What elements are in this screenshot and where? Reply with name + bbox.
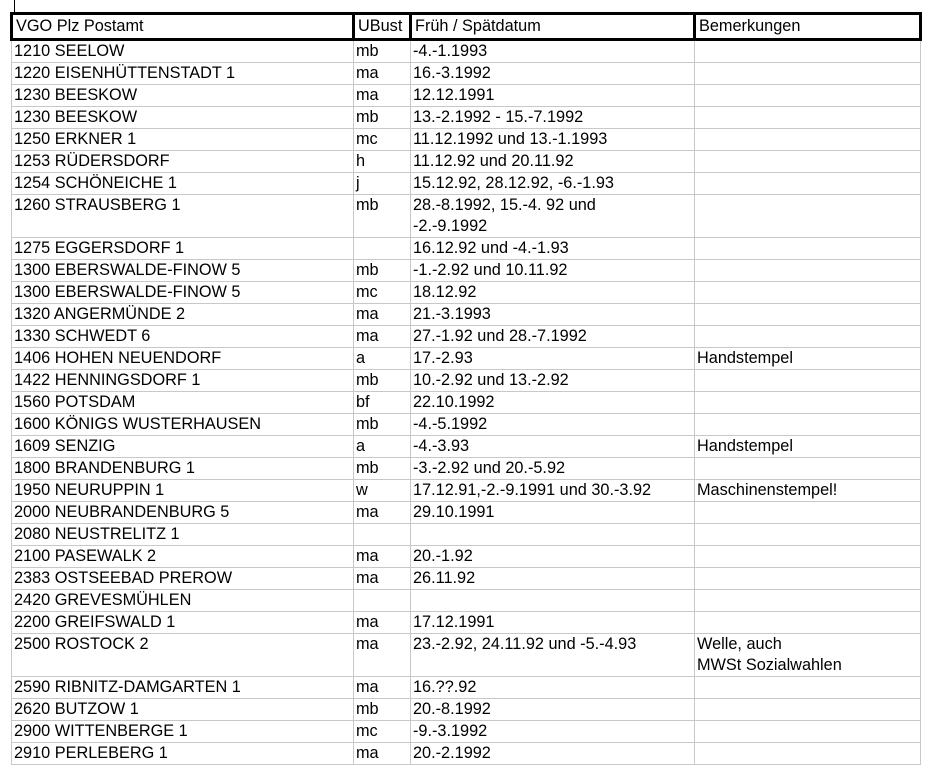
cell-bemerkungen[interactable]: [695, 414, 921, 436]
cell-datum[interactable]: 10.-2.92 und 13.-2.92: [411, 370, 695, 392]
cell-bemerkungen[interactable]: Welle, auch MWSt Sozialwahlen: [695, 634, 921, 677]
cell-ubust[interactable]: mb: [354, 458, 411, 480]
cell-ubust[interactable]: mb: [354, 699, 411, 721]
cell-postamt[interactable]: 1300 EBERSWALDE-FINOW 5: [12, 282, 354, 304]
table-row: [12, 370, 921, 392]
cell-ubust[interactable]: ma: [354, 743, 411, 765]
table-row: [12, 699, 921, 721]
table-row: [12, 634, 921, 677]
cell-postamt[interactable]: 2590 RIBNITZ-DAMGARTEN 1: [12, 677, 354, 699]
table-row: [12, 40, 921, 63]
table-row: [12, 107, 921, 129]
cell-datum[interactable]: 27.-1.92 und 28.-7.1992: [411, 326, 695, 348]
table-row: [12, 260, 921, 282]
cell-ubust[interactable]: ma: [354, 568, 411, 590]
cell-bemerkungen[interactable]: [695, 458, 921, 480]
cell-ubust[interactable]: mb: [354, 260, 411, 282]
cell-bemerkungen[interactable]: Handstempel: [695, 348, 921, 370]
cell-bemerkungen[interactable]: [695, 590, 921, 612]
cell-datum[interactable]: 15.12.92, 28.12.92, -6.-1.93: [411, 173, 695, 195]
table-row: [12, 414, 921, 436]
header-postamt[interactable]: VGO Plz Postamt: [12, 14, 354, 40]
cell-datum[interactable]: 11.12.92 und 20.11.92: [411, 151, 695, 173]
cell-bemerkungen[interactable]: [695, 40, 921, 63]
table-row: [12, 436, 921, 458]
cell-datum[interactable]: 16.-3.1992: [411, 63, 695, 85]
cell-ubust[interactable]: mb: [354, 40, 411, 63]
cell-bemerkungen[interactable]: [695, 546, 921, 568]
table-row: [12, 392, 921, 414]
cell-bemerkungen[interactable]: [695, 502, 921, 524]
cell-datum[interactable]: 12.12.1991: [411, 85, 695, 107]
table-row: [12, 85, 921, 107]
table-row: [12, 129, 921, 151]
cell-ubust[interactable]: ma: [354, 63, 411, 85]
cell-datum[interactable]: 17.-2.93: [411, 348, 695, 370]
cell-ubust[interactable]: ma: [354, 612, 411, 634]
table-row: [12, 612, 921, 634]
table-row: [12, 195, 921, 238]
cell-ubust[interactable]: [354, 524, 411, 546]
cell-bemerkungen[interactable]: Maschinenstempel!: [695, 480, 921, 502]
cell-datum[interactable]: -4.-5.1992: [411, 414, 695, 436]
cell-postamt[interactable]: 2200 GREIFSWALD 1: [12, 612, 354, 634]
cell-bemerkungen[interactable]: [695, 173, 921, 195]
cell-datum[interactable]: -3.-2.92 und 20.-5.92: [411, 458, 695, 480]
table-row: [12, 304, 921, 326]
cell-postamt[interactable]: 1250 ERKNER 1: [12, 129, 354, 151]
table-row: [12, 502, 921, 524]
cell-postamt[interactable]: 1253 RÜDERSDORF: [12, 151, 354, 173]
cell-bemerkungen[interactable]: [695, 260, 921, 282]
cell-ubust[interactable]: ma: [354, 326, 411, 348]
cell-ubust[interactable]: mc: [354, 129, 411, 151]
cell-bemerkungen[interactable]: Handstempel: [695, 436, 921, 458]
cell-postamt[interactable]: 1330 SCHWEDT 6: [12, 326, 354, 348]
table-row: [12, 282, 921, 304]
cell-postamt[interactable]: 1260 STRAUSBERG 1: [12, 195, 354, 238]
cell-datum[interactable]: 11.12.1992 und 13.-1.1993: [411, 129, 695, 151]
cell-ubust[interactable]: ma: [354, 634, 411, 677]
cell-bemerkungen[interactable]: [695, 721, 921, 743]
table-row: [12, 238, 921, 260]
cell-ubust[interactable]: j: [354, 173, 411, 195]
cell-bemerkungen[interactable]: [695, 85, 921, 107]
cell-postamt[interactable]: 2620 BUTZOW 1: [12, 699, 354, 721]
cell-bemerkungen[interactable]: [695, 63, 921, 85]
table-row: [12, 458, 921, 480]
cell-ubust[interactable]: [354, 238, 411, 260]
cell-ubust[interactable]: ma: [354, 304, 411, 326]
cell-ubust[interactable]: ma: [354, 502, 411, 524]
cell-bemerkungen[interactable]: [695, 282, 921, 304]
postamt-table: [10, 12, 922, 765]
cell-postamt[interactable]: 1422 HENNINGSDORF 1: [12, 370, 354, 392]
cell-datum[interactable]: 22.10.1992: [411, 392, 695, 414]
cell-bemerkungen[interactable]: [695, 129, 921, 151]
cell-bemerkungen[interactable]: [695, 151, 921, 173]
cell-postamt[interactable]: 1230 BEESKOW: [12, 85, 354, 107]
cell-datum[interactable]: [411, 524, 695, 546]
cell-bemerkungen[interactable]: [695, 304, 921, 326]
cell-postamt[interactable]: 2500 ROSTOCK 2: [12, 634, 354, 677]
cell-ubust[interactable]: ma: [354, 546, 411, 568]
cell-postamt[interactable]: 1406 HOHEN NEUENDORF: [12, 348, 354, 370]
cell-ubust[interactable]: mc: [354, 282, 411, 304]
cell-ubust[interactable]: mb: [354, 107, 411, 129]
cell-datum[interactable]: 17.12.1991: [411, 612, 695, 634]
cell-datum[interactable]: -4.-1.1993: [411, 40, 695, 63]
cell-datum[interactable]: 29.10.1991: [411, 502, 695, 524]
cell-postamt[interactable]: 2100 PASEWALK 2: [12, 546, 354, 568]
cell-bemerkungen[interactable]: [695, 392, 921, 414]
table-row: [12, 677, 921, 699]
cell-ubust[interactable]: mb: [354, 370, 411, 392]
cell-ubust[interactable]: h: [354, 151, 411, 173]
cell-postamt[interactable]: 2910 PERLEBERG 1: [12, 743, 354, 765]
header-row: [12, 14, 921, 40]
cell-postamt[interactable]: 2420 GREVESMÜHLEN: [12, 590, 354, 612]
cell-bemerkungen[interactable]: [695, 699, 921, 721]
cell-datum[interactable]: 21.-3.1993: [411, 304, 695, 326]
cell-datum[interactable]: 20.-2.1992: [411, 743, 695, 765]
cell-postamt[interactable]: 2383 OSTSEEBAD PREROW: [12, 568, 354, 590]
table-row: [12, 546, 921, 568]
cell-datum[interactable]: -1.-2.92 und 10.11.92: [411, 260, 695, 282]
cell-postamt[interactable]: 1950 NEURUPPIN 1: [12, 480, 354, 502]
table-row: [12, 63, 921, 85]
cell-datum[interactable]: -4.-3.93: [411, 436, 695, 458]
cell-datum[interactable]: 17.12.91,-2.-9.1991 und 30.-3.92: [411, 480, 695, 502]
table-row: [12, 743, 921, 765]
cell-ubust[interactable]: ma: [354, 85, 411, 107]
cell-postamt[interactable]: 1609 SENZIG: [12, 436, 354, 458]
cell-datum[interactable]: 20.-8.1992: [411, 699, 695, 721]
cell-datum[interactable]: 13.-2.1992 - 15.-7.1992: [411, 107, 695, 129]
cell-bemerkungen[interactable]: [695, 568, 921, 590]
cell-ubust[interactable]: a: [354, 348, 411, 370]
cell-bemerkungen[interactable]: [695, 195, 921, 238]
table-row: [12, 590, 921, 612]
cell-ubust[interactable]: a: [354, 436, 411, 458]
cell-ubust[interactable]: bf: [354, 392, 411, 414]
cell-bemerkungen[interactable]: [695, 238, 921, 260]
table-row: [12, 173, 921, 195]
cell-postamt[interactable]: 2900 WITTENBERGE 1: [12, 721, 354, 743]
cell-cursor-line: [14, 0, 15, 12]
cell-datum[interactable]: 23.-2.92, 24.11.92 und -5.-4.93: [411, 634, 695, 677]
cell-ubust[interactable]: [354, 590, 411, 612]
cell-ubust[interactable]: mb: [354, 195, 411, 238]
table-row: [12, 721, 921, 743]
table-body: [12, 40, 921, 765]
cell-ubust[interactable]: mc: [354, 721, 411, 743]
header-datum[interactable]: Früh / Spätdatum: [411, 14, 695, 40]
cell-postamt[interactable]: 2000 NEUBRANDENBURG 5: [12, 502, 354, 524]
table-row: [12, 524, 921, 546]
cell-postamt[interactable]: 1300 EBERSWALDE-FINOW 5: [12, 260, 354, 282]
cell-bemerkungen[interactable]: [695, 677, 921, 699]
cell-ubust[interactable]: ma: [354, 677, 411, 699]
cell-postamt[interactable]: 1320 ANGERMÜNDE 2: [12, 304, 354, 326]
cell-ubust[interactable]: mb: [354, 414, 411, 436]
table-row: [12, 348, 921, 370]
cell-datum[interactable]: [411, 590, 695, 612]
table-row: [12, 568, 921, 590]
cell-postamt[interactable]: 1560 POTSDAM: [12, 392, 354, 414]
cell-postamt[interactable]: 1800 BRANDENBURG 1: [12, 458, 354, 480]
cell-bemerkungen[interactable]: [695, 524, 921, 546]
table-row: [12, 151, 921, 173]
cell-datum[interactable]: -9.-3.1992: [411, 721, 695, 743]
cell-datum[interactable]: 16.12.92 und -4.-1.93: [411, 238, 695, 260]
cell-datum[interactable]: 18.12.92: [411, 282, 695, 304]
table-row: [12, 326, 921, 348]
cell-postamt[interactable]: 1230 BEESKOW: [12, 107, 354, 129]
cell-datum[interactable]: 20.-1.92: [411, 546, 695, 568]
cell-bemerkungen[interactable]: [695, 107, 921, 129]
cell-datum[interactable]: 16.??.92: [411, 677, 695, 699]
cell-bemerkungen[interactable]: [695, 326, 921, 348]
header-ubust[interactable]: UBust: [354, 14, 411, 40]
cell-postamt[interactable]: 2080 NEUSTRELITZ 1: [12, 524, 354, 546]
cell-postamt[interactable]: 1275 EGGERSDORF 1: [12, 238, 354, 260]
cell-postamt[interactable]: 1210 SEELOW: [12, 40, 354, 63]
table-row: [12, 480, 921, 502]
cell-postamt[interactable]: 1254 SCHÖNEICHE 1: [12, 173, 354, 195]
cell-bemerkungen[interactable]: [695, 612, 921, 634]
cell-postamt[interactable]: 1600 KÖNIGS WUSTERHAUSEN: [12, 414, 354, 436]
cell-bemerkungen[interactable]: [695, 743, 921, 765]
header-bemerkungen[interactable]: Bemerkungen: [695, 14, 921, 40]
cell-bemerkungen[interactable]: [695, 370, 921, 392]
cell-datum[interactable]: 26.11.92: [411, 568, 695, 590]
cell-postamt[interactable]: 1220 EISENHÜTTENSTADT 1: [12, 63, 354, 85]
cell-datum[interactable]: 28.-8.1992, 15.-4. 92 und -2.-9.1992: [411, 195, 695, 238]
cell-ubust[interactable]: w: [354, 480, 411, 502]
